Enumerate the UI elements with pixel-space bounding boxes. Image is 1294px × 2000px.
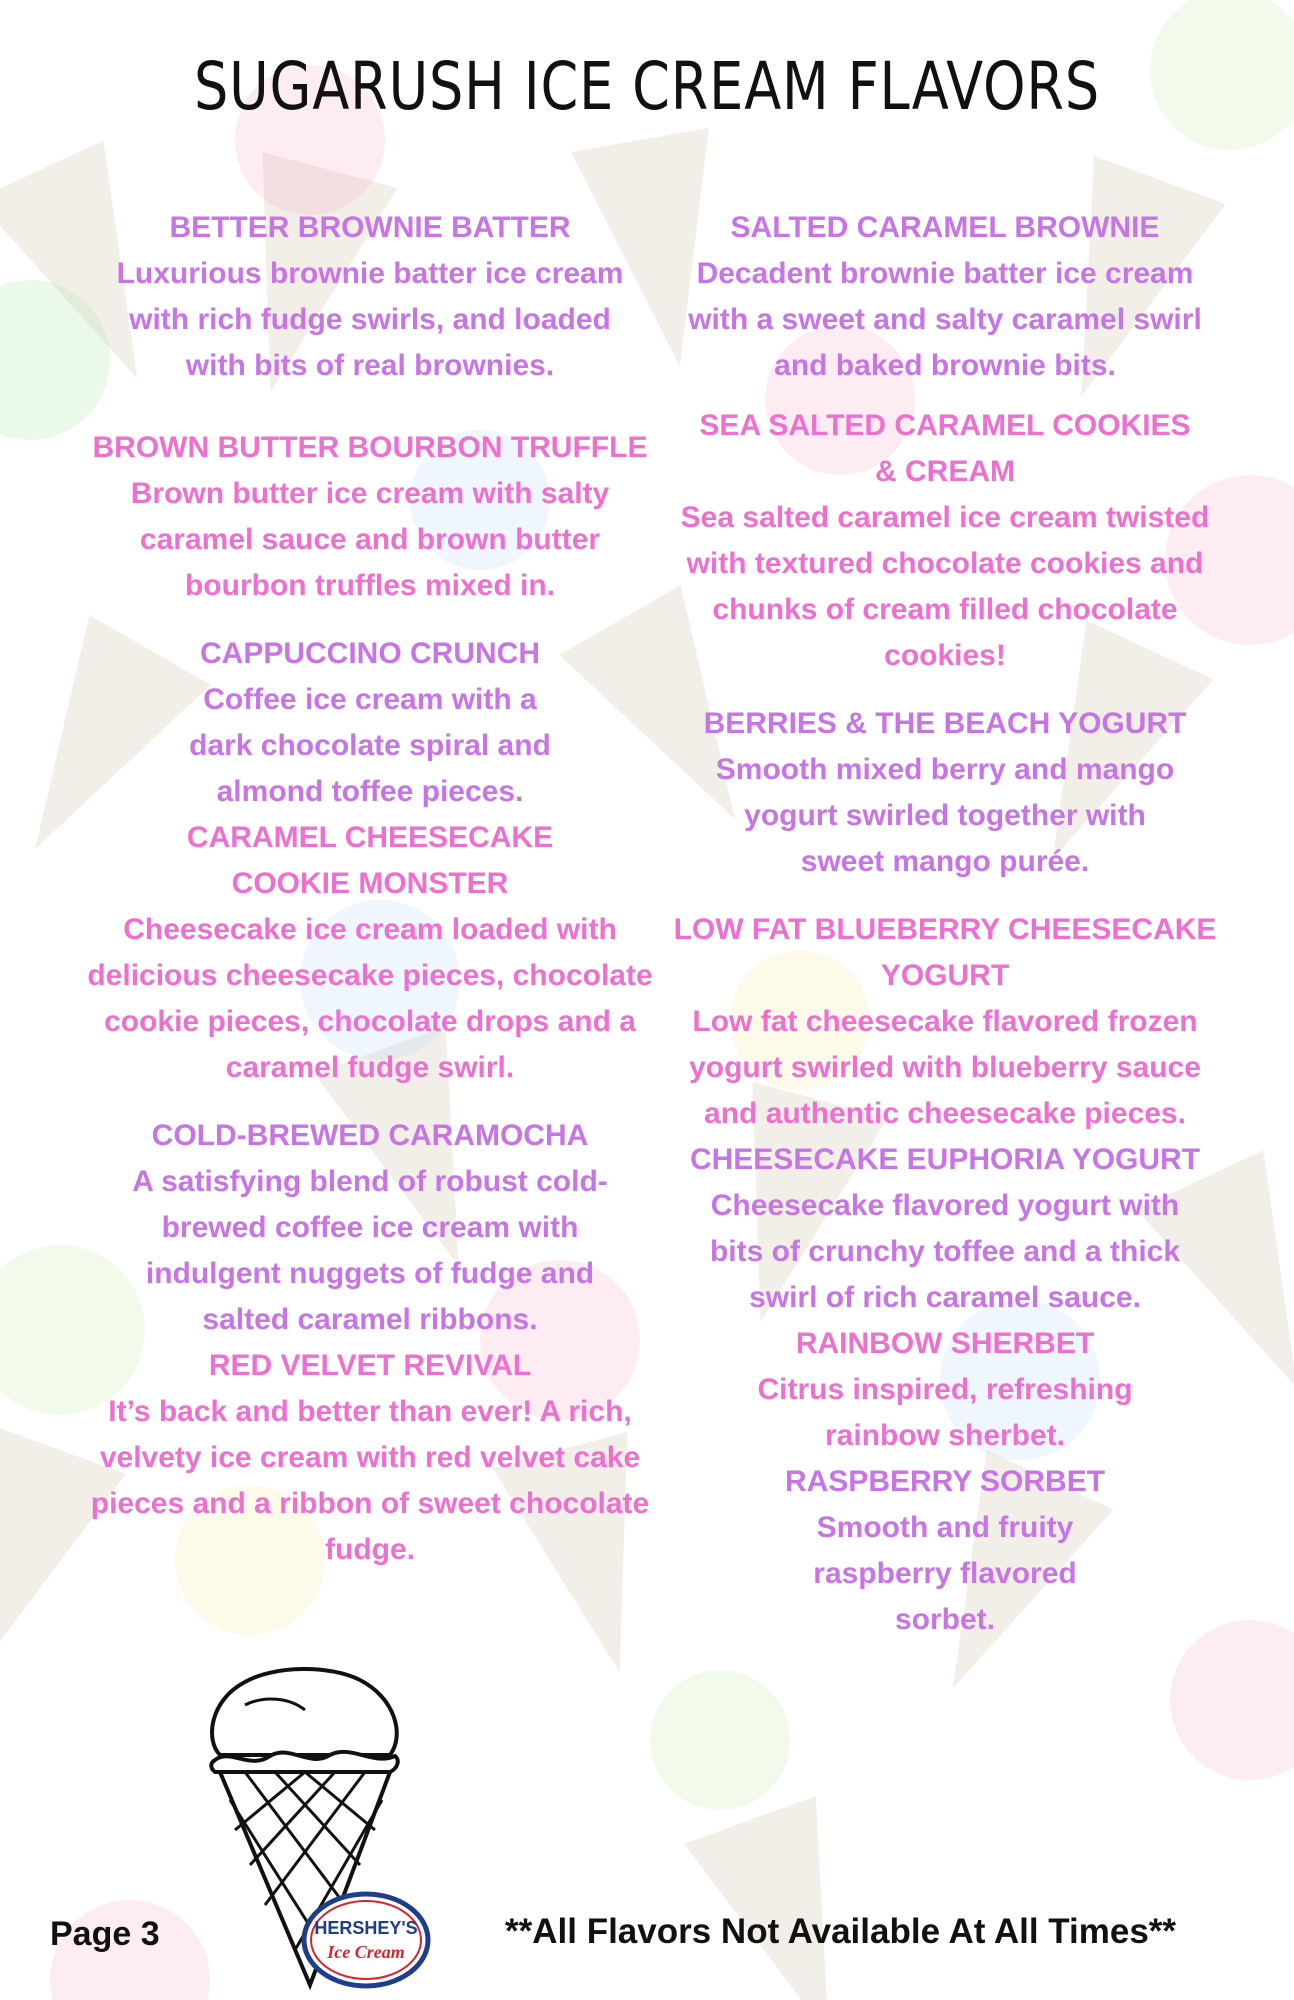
flavor-name: BETTER BROWNIE BATTER [169,211,571,244]
left-column [80,205,660,1573]
page-number: Page 3 [50,1915,160,1953]
flavor-item [665,403,1225,679]
flavor-item [665,1137,1225,1321]
flavor-name: RAINBOW SHERBET [795,1327,1095,1360]
flavor-description: Citrus inspired, refreshing rainbow sherbet. [757,1373,1133,1452]
right-column [665,205,1225,1643]
flavor-item [665,1321,1225,1459]
logo-line-1: HERSHEY'S [314,1918,418,1938]
flavor-description: Cheesecake flavored yogurt with bits of crunchy toffee and a thick swirl of rich caramel sauce. [709,1189,1181,1314]
flavor-description: Smooth mixed berry and mango yogurt swirled together with sweet mango purée. [715,753,1175,878]
flavor-item [80,1343,660,1573]
flavor-item [80,1113,660,1343]
flavor-description: Luxurious brownie batter ice cream with rich fudge swirls, and loaded with bits of real brownies. [116,257,624,382]
flavor-item [665,701,1225,885]
hersheys-logo [300,1890,432,1990]
flavor-item [665,205,1225,389]
flavor-item [80,425,660,609]
flavor-description: It’s back and better than ever! A rich, velvety ice cream with red velvet cake pieces and a ribbon of sweet chocolate fudge. [90,1395,650,1566]
availability-note: **All Flavors Not Available At All Times** [505,1912,1177,1951]
flavor-description: A satisfying blend of robust cold-brewed coffee ice cream with indulgent nuggets of fudge and salted caramel ribbons. [132,1165,608,1336]
flavor-name: RED VELVET REVIVAL [208,1349,532,1382]
flavor-item [80,205,660,389]
flavor-item [80,631,660,815]
flavor-description: Coffee ice cream with a dark chocolate spiral and almond toffee pieces. [189,683,551,808]
flavor-description: Cheesecake ice cream loaded with delicious cheesecake pieces, chocolate cookie pieces, chocolate drops and a caramel fudge swirl. [87,913,653,1084]
flavor-name: CARAMEL CHEESECAKE COOKIE MONSTER [186,821,554,900]
flavor-description: Low fat cheesecake flavored frozen yogurt swirled with blueberry sauce and authentic cheesecake pieces. [689,1005,1201,1130]
flavor-description: Smooth and fruity raspberry flavored sorbet. [813,1511,1077,1636]
flavor-name: CHEESECAKE EUPHORIA YOGURT [689,1143,1201,1176]
flavor-name: SALTED CARAMEL BROWNIE [730,211,1160,244]
flavor-item [80,815,660,1091]
flavor-item [665,1459,1225,1643]
flavor-name: RASPBERRY SORBET [784,1465,1106,1498]
flavor-item [665,907,1225,1137]
flavor-description: Sea salted caramel ice cream twisted with textured chocolate cookies and chunks of cream filled chocolate cookies! [680,501,1210,672]
flavor-name: CAPPUCCINO CRUNCH [199,637,540,670]
flavor-name: COLD-BREWED CARAMOCHA [151,1119,589,1152]
page-title: SUGARUSH ICE CREAM FLAVORS [193,48,1101,125]
flavor-name: LOW FAT BLUEBERRY CHEESECAKE YOGURT [673,913,1217,992]
flavor-name: SEA SALTED CARAMEL COOKIES & CREAM [699,409,1191,488]
logo-line-2: Ice Cream [327,1942,405,1962]
flavor-description: Decadent brownie batter ice cream with a sweet and salty caramel swirl and baked brownie bits. [688,257,1202,382]
flavor-name: BERRIES & THE BEACH YOGURT [703,707,1187,740]
flavor-description: Brown butter ice cream with salty caramel sauce and brown butter bourbon truffles mixed in. [130,477,610,602]
flavor-name: BROWN BUTTER BOURBON TRUFFLE [92,431,648,464]
